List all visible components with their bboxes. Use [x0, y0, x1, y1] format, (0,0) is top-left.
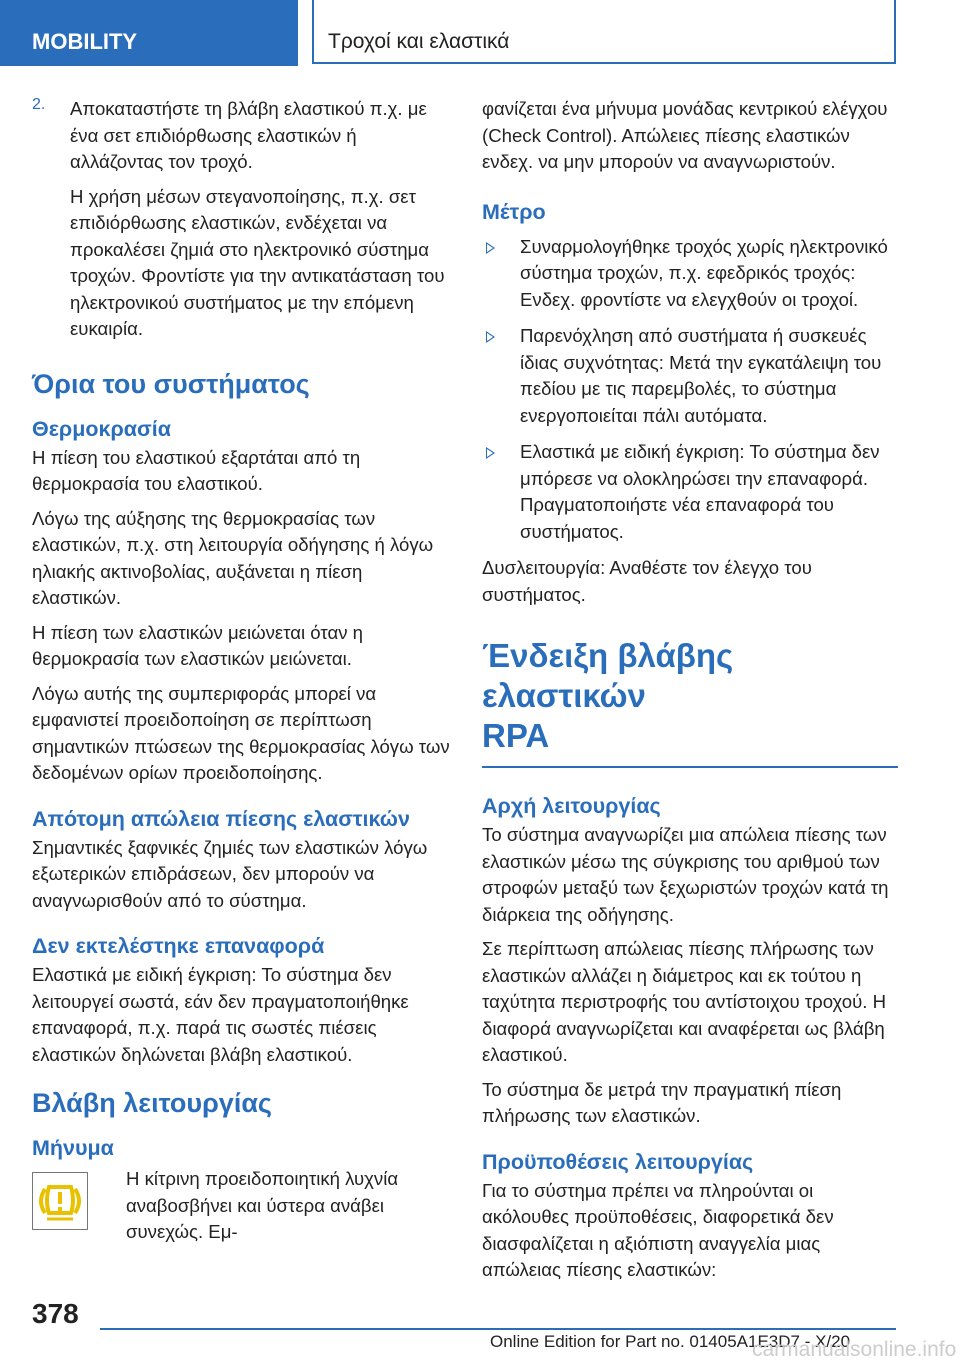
message-heading: Μήνυμα	[32, 1136, 114, 1160]
bullet-triangle-icon	[486, 242, 495, 254]
malfunction-paragraph: Δυσλειτουργία: Αναθέστε τον έλεγχο του συστήματος.	[482, 557, 812, 605]
page-header	[0, 0, 960, 66]
limits-heading: Όρια του συστήματος	[32, 368, 310, 399]
item-note: Η χρήση μέσων στεγανοποίησης, π.χ. σετ επιδιόρθωσης ελαστικών, ενδέχεται να προκαλέσει ζημιά στο ηλεκτρονικό σύστημα τροχών. Φροντίστε για την αντικατάσταση του ηλεκτρονικού συστήματος με την επόμενη ευκαιρία.	[70, 185, 445, 339]
temperature-paragraph-1: Η πίεση του ελαστικού εξαρτάται από τη θερμοκρασία του ελαστικού.	[32, 446, 361, 494]
measure-heading: Μέτρο	[482, 199, 546, 224]
principle-paragraph-2: Σε περίπτωση απώλειας πίεσης πλήρωσης των ελαστικών αλλάζει η διάμετρος και εκ τούτου η ταχύτητα περιστροφής του αντίστοιχου τροχού. Η διαφορά αναγνωρίζεται και αναφέρεται ως βλάβη ελαστικού.	[482, 938, 887, 1065]
bullet-triangle-icon	[486, 331, 495, 343]
right-column	[482, 96, 898, 1292]
section-tab: MOBILITY	[0, 0, 298, 66]
item-text: Αποκαταστήστε τη βλάβη ελαστικού π.χ. με ένα σετ επιδιόρθωσης ελαστικών ή αλλάζοντας τον τροχό.	[70, 98, 427, 172]
bullet-triangle-icon	[486, 447, 495, 459]
list-item	[482, 234, 898, 314]
message-paragraph: Η κίτρινη προειδοποιητική λυχνία αναβοσβήνει και ύστερα ανάβει συνεχώς. Εμ-	[126, 1168, 399, 1242]
heading-divider	[482, 766, 898, 768]
no-reset-paragraph: Ελαστικά με ειδική έγκριση: Το σύστημα δεν λειτουργεί σωστά, εάν δεν πραγματοποιήθηκε επαναφορά, π.χ. παρά τις σωστές πιέσεις ελαστικών δηλώνεται βλάβη ελαστικού.	[32, 964, 409, 1065]
item-number: 2.	[32, 96, 46, 113]
rpa-heading-line-1: Ένδειξη βλάβης ελαστικών	[482, 637, 734, 714]
principle-paragraph-1: Το σύστημα αναγνωρίζει μια απώλεια πίεσης των ελαστικών μέσω της σύγκρισης του αριθμού των στροφών μεταξύ των ξεχωριστών τροχών κατά τη διάρκεια της οδήγησης.	[482, 824, 889, 925]
malfunction-heading: Βλάβη λειτουργίας	[32, 1088, 272, 1118]
bullet-text: Ελαστικά με ειδική έγκριση: Το σύστημα δεν μπόρεσε να ολοκληρώσει την επαναφορά. Πραγματοποιήστε νέα επαναφορά του συστήματος.	[520, 441, 880, 542]
sudden-loss-heading: Απότομη απώλεια πίεσης ελαστικών	[32, 806, 410, 831]
left-column	[32, 96, 454, 1246]
message-row	[32, 1166, 454, 1246]
tire-pressure-warning-icon	[32, 1172, 88, 1230]
page-number: 378	[32, 1298, 79, 1329]
footer-divider	[100, 1328, 896, 1330]
prerequisites-paragraph: Για το σύστημα πρέπει να πληρούνται οι ακόλουθες προϋποθέσεις, διαφορετικά δεν διασφαλίζεται η αξιόπιστη αναγγελία μιας απώλειας πίεσης ελαστικών:	[482, 1179, 834, 1280]
bullet-text: Συναρμολογήθηκε τροχός χωρίς ηλεκτρονικό σύστημα τροχών, π.χ. εφεδρικός τροχός: Ενδεχ. φροντίστε να ελεγχθούν οι τροχοί.	[520, 235, 888, 310]
continued-paragraph: φανίζεται ένα μήνυμα μονάδας κεντρικού ελέγχου (Check Control). Απώλειες πίεσης ελαστικών ενδεχ. να μην μπορούν να αναγνωριστούν.	[482, 98, 888, 172]
bullet-text: Παρενόχληση από συστήματα ή συσκευές ίδιας συχνότητας: Μετά την εγκατάλειψη του πεδίου με τις παρεμβολές, το σύστημα ενεργοποιείται πάλι αυτόματα.	[520, 325, 882, 426]
temperature-paragraph-2: Λόγω της αύξησης της θερμοκρασίας των ελαστικών, π.χ. στη λειτουργία οδήγησης ή λόγω ηλιακής ακτινοβολίας, αυξάνεται η πίεση ελαστικών.	[32, 507, 434, 608]
list-item	[482, 439, 898, 545]
chapter-title: Τροχοί και ελαστικά	[312, 0, 896, 64]
edition-text: Online Edition for Part no. 01405A1E3D7 - X/20	[490, 1332, 851, 1351]
temperature-paragraph-4: Λόγω αυτής της συμπεριφοράς μπορεί να εμφανιστεί προειδοποίηση σε περίπτωση σημαντικών πτώσεων της θερμοκρασίας λόγω των δεδομένων ορίων προειδοποίησης.	[32, 682, 450, 783]
no-reset-heading: Δεν εκτελέστηκε επαναφορά	[32, 934, 325, 958]
temperature-heading: Θερμοκρασία	[32, 416, 171, 441]
list-item-2	[32, 96, 454, 176]
temperature-paragraph-3: Η πίεση των ελαστικών μειώνεται όταν η θερμοκρασία των ελαστικών μειώνεται.	[32, 621, 364, 669]
prerequisites-heading: Προϋποθέσεις λειτουργίας	[482, 1149, 754, 1174]
rpa-heading-line-2: RPA	[482, 717, 550, 754]
principle-heading: Αρχή λειτουργίας	[482, 794, 661, 818]
principle-paragraph-3: Το σύστημα δε μετρά την πραγματική πίεση πλήρωσης των ελαστικών.	[482, 1078, 842, 1126]
watermark: carmanualsonline.info	[752, 1338, 957, 1361]
sudden-loss-paragraph: Σημαντικές ξαφνικές ζημιές των ελαστικών λόγω εξωτερικών επιδράσεων, δεν μπορούν να αναγνωρισθούν από το σύστημα.	[32, 836, 428, 911]
list-item	[482, 323, 898, 429]
